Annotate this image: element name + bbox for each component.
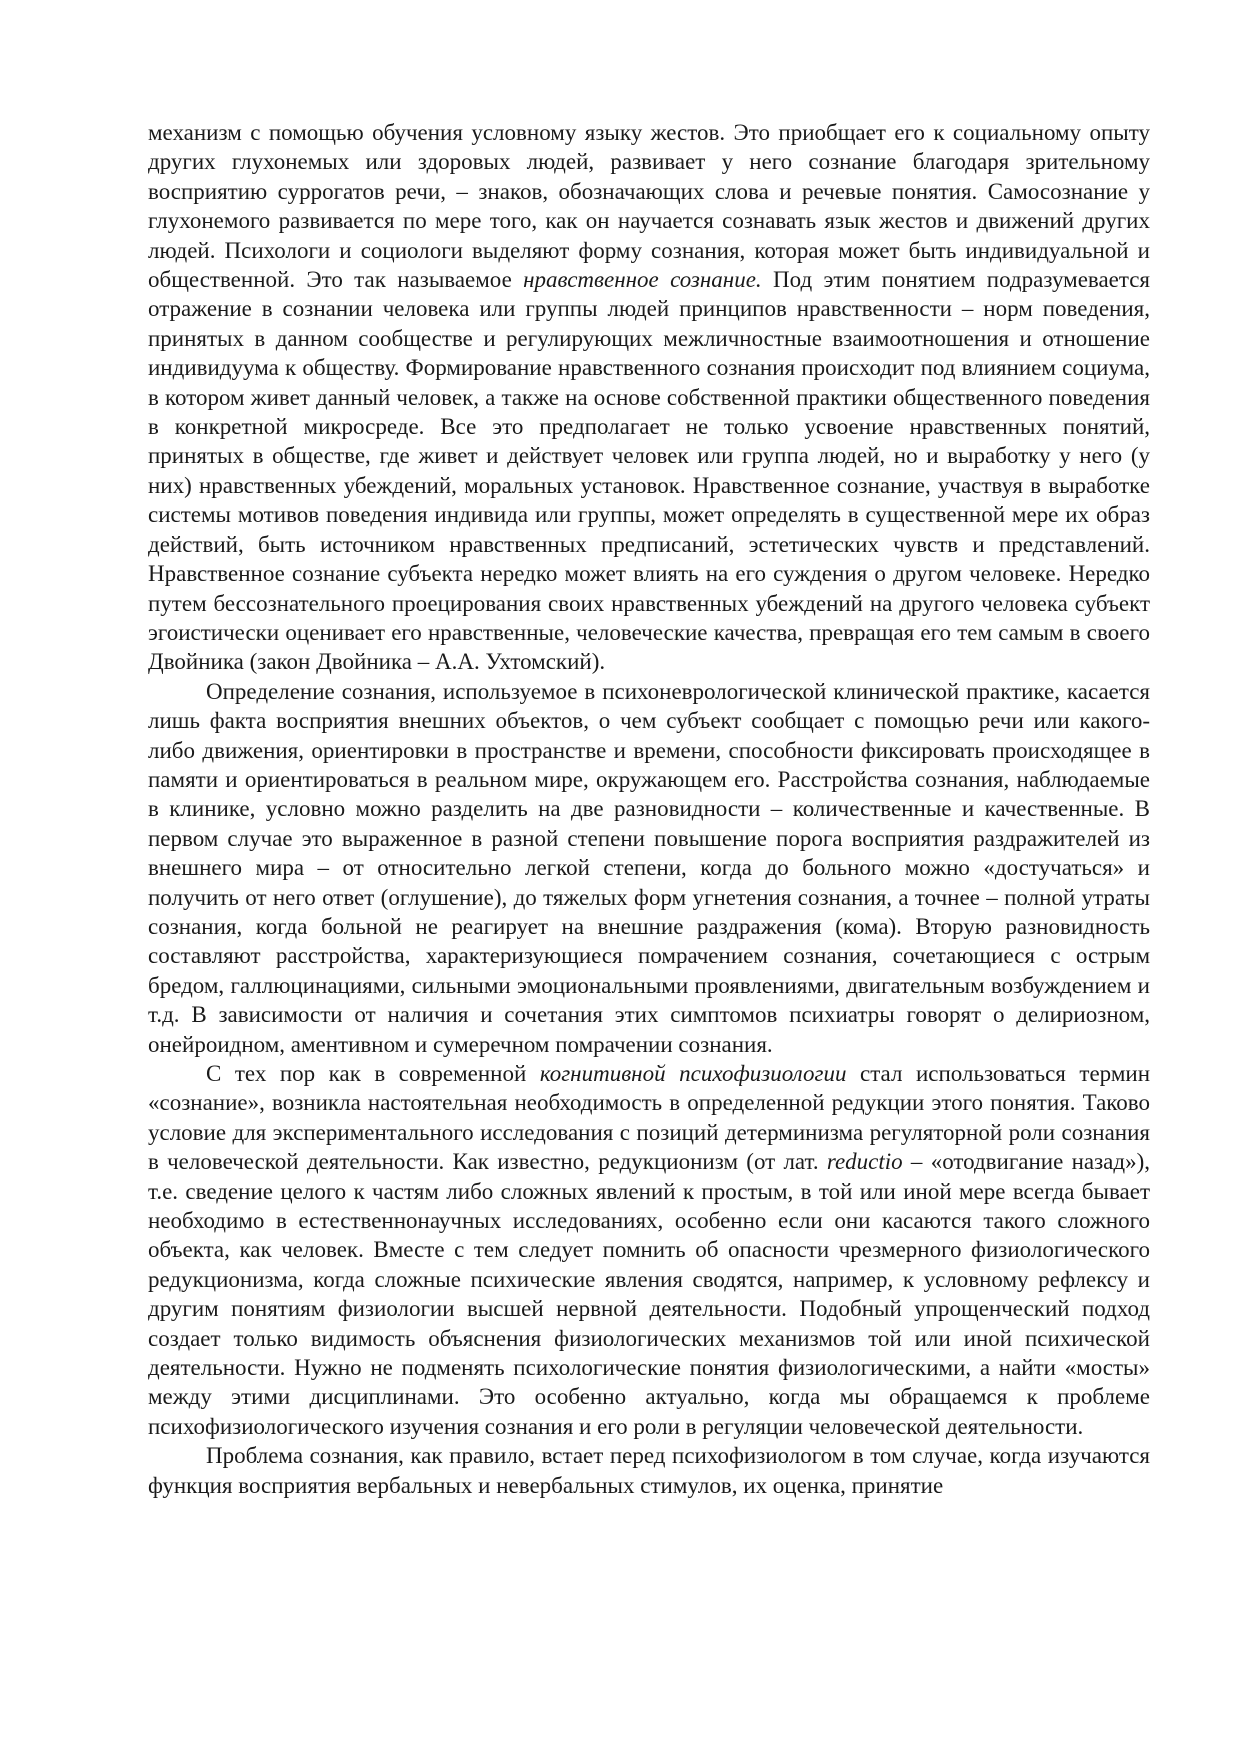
paragraph-1-text-b: Под этим понятием подразумевается отражение в сознании человека или группы людей принципов нравственности – норм поведения, принятых в данном сообществе и регулирующих межличностные взаимоотношения и отношение индивидуума к обществу. Формирование нравственного сознания происходит под влиянием социума, в котором живет данный человек, а также на основе собственной практики общественного поведения в конкретной микросреде. Все это предполагает не только усвоение нравственных понятий, принятых в обществе, где живет и действует человек или группа людей, но и выработку у него (у них) нравственных убеждений, моральных установок. Нравственное сознание, участвуя в выработке системы мотивов поведения индивида или группы, может определять в существенной мере их образ действий, быть источником нравственных предписаний, эстетических чувств и представлений. Нравственное сознание субъекта нередко может влиять на его суждения о другом человеке. Нередко путем бессознательного проецирования своих нравственных убеждений на другого человека субъект эгоистически оценивает его нравственные, человеческие качества, превращая его тем самым в своего Двойника (закон Двойника – А.А. Ухтомский). bbox=[148, 267, 1150, 675]
paragraph-3 bbox=[148, 1059, 1150, 1441]
term-cognitive-psychophysiology: когнитивной психофизиологии bbox=[539, 1061, 847, 1086]
document-page bbox=[148, 118, 1150, 1500]
paragraph-1-text-a: механизм с помощью обучения условному языку жестов. Это приобщает его к социальному опыту других глухонемых или здоровых людей, развивает у него сознание благодаря зрительному восприятию суррогатов речи, – знаков, обозначающих слова и речевые понятия. Самосознание у глухонемого развивается по мере того, как он научается сознавать язык жестов и движений других людей. Психологи и социологи выделяют форму сознания, которая может быть индивидуальной и общественной. Это так называемое bbox=[148, 120, 1150, 293]
paragraph-4 bbox=[148, 1441, 1150, 1500]
term-moral-consciousness: нравственное сознание. bbox=[523, 267, 762, 293]
paragraph-3-text-c: – «отодвигание назад»), т.е. сведение целого к частям либо сложных явлений к простым, в той или иной мере всегда бывает необходимо в естественнонаучных исследованиях, особенно если они касаются такого сложного объекта, как человек. Вместе с тем следует помнить об опасности чрезмерного физиологического редукционизма, когда сложные психические явления сводятся, например, к условному рефлексу и другим понятиям физиологии высшей нервной деятельности. Подобный упрощенческий подход создает только видимость объяснения физиологических механизмов той или иной психической деятельности. Нужно не подменять психологические понятия физиологическими, а найти «мосты» между этими дисциплинами. Это особенно актуально, когда мы обращаемся к проблеме психофизиологического изучения сознания и его роли в регуляции человеческой деятельности. bbox=[148, 1149, 1150, 1439]
paragraph-1 bbox=[148, 118, 1150, 677]
paragraph-3-text-b: стал использоваться термин «сознание», возникла настоятельная необходимость в определенной редукции этого понятия. Таково условие для экспериментального исследования с позиций детерминизма регуляторной роли сознания в человеческой деятельности. Как известно, редукционизм (от лат. bbox=[148, 1061, 1150, 1175]
paragraph-3-text-a: С тех пор как в современной bbox=[206, 1061, 540, 1086]
term-reductio: reductio bbox=[826, 1149, 903, 1175]
paragraph-2-text: Определение сознания, используемое в психоневрологической клинической практике, касается лишь факта восприятия внешних объектов, о чем субъект сообщает с помощью речи или какого- либо движения, ориентировки в пространстве и времени, способности фиксировать происходящее в памяти и ориентироваться в реальном мире, окружающем его. Расстройства сознания, наблюдаемые в клинике, условно можно разделить на две разновидности – количественные и качественные. В первом случае это выраженное в разной степени повышение порога восприятия раздражителей из внешнего мира – от относительно легкой степени, когда до больного можно «достучаться» и получить от него ответ (оглушение), до тяжелых форм угнетения сознания, а точнее – полной утраты сознания, когда больной не реагирует на внешние раздражения (кома). Вторую разновидность составляют расстройства, характеризующиеся помрачением сознания, сочетающиеся с острым бредом, галлюцинациями, сильными эмоциональными проявлениями, двигательным возбуждением и т.д. В зависимости от наличия и сочетания этих симптомов психиатры говорят о делириозном, онейроидном, аментивном и сумеречном помрачении сознания. bbox=[148, 678, 1150, 1057]
paragraph-4-text: Проблема сознания, как правило, встает перед психофизиологом в том случае, когда изучаются функция восприятия вербальных и невербальных стимулов, их оценка, принятие bbox=[148, 1443, 1150, 1498]
paragraph-2 bbox=[148, 677, 1150, 1059]
